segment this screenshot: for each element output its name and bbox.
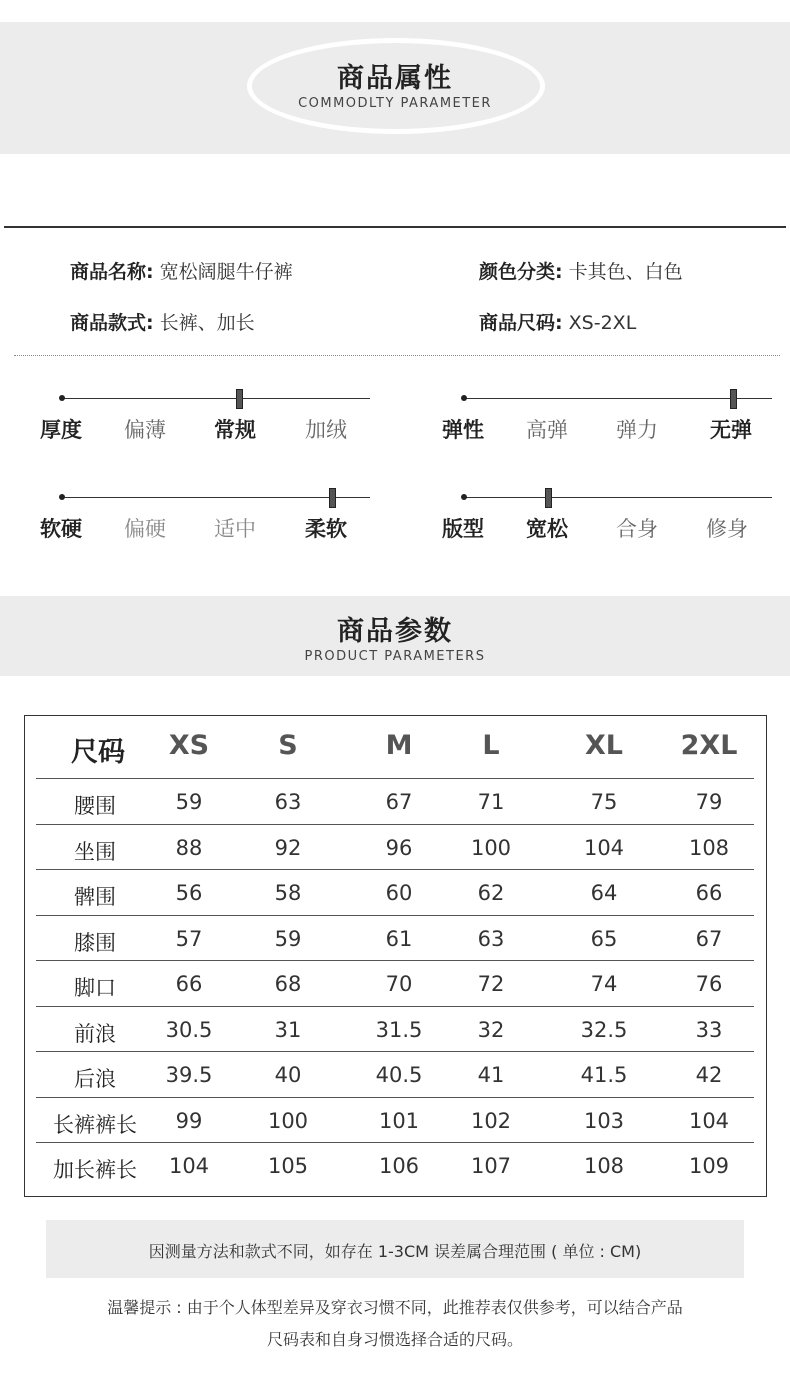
- table-cell: 61: [385, 926, 413, 951]
- tip-line-1: 温馨提示 : 由于个人体型差异及穿衣习惯不同，此推荐表仅供参考，可以结合产品: [107, 1298, 683, 1317]
- fit-option-regular: 合身: [616, 517, 658, 541]
- table-row-divider: [36, 1006, 754, 1007]
- table-cell: 40.5: [375, 1063, 423, 1087]
- table-row-divider: [36, 869, 754, 870]
- table-cell: 104: [583, 835, 625, 860]
- table-cell: 75: [590, 790, 618, 814]
- softness-option-hard: 偏硬: [124, 517, 166, 541]
- size-table-header-s: S: [278, 730, 298, 761]
- table-cell: 58: [274, 881, 302, 905]
- table-cell: 101: [378, 1108, 420, 1133]
- softness-option-soft: 柔软: [305, 517, 347, 541]
- table-cell: 40: [274, 1063, 302, 1087]
- elasticity-label: 弹性: [442, 418, 484, 442]
- softness-scale-start-dot: [59, 494, 65, 500]
- table-row-divider: [36, 824, 754, 825]
- table-cell: 62: [477, 881, 505, 905]
- table-cell: 66: [175, 972, 203, 996]
- softness-scale-line: [62, 497, 370, 498]
- table-cell: 64: [590, 881, 618, 905]
- tip-line-2: 尺码表和自身习惯选择合适的尺码。: [266, 1330, 523, 1349]
- table-cell: 79: [695, 790, 723, 814]
- fit-scale-start-dot: [461, 494, 467, 500]
- thickness-option-fleece: 加绒: [305, 418, 347, 442]
- softness-option-medium: 适中: [214, 517, 256, 541]
- table-cell: 76: [695, 972, 723, 996]
- attr-size-label: 商品尺码:: [479, 312, 563, 334]
- table-cell: 71: [477, 790, 505, 814]
- table-cell: 67: [385, 790, 413, 814]
- table-cell: 99: [175, 1108, 203, 1133]
- attr-color-label: 颜色分类:: [479, 261, 563, 283]
- table-cell: 68: [274, 972, 302, 996]
- table-row-label: 长裤裤长: [53, 1112, 137, 1137]
- table-row-divider: [36, 1051, 754, 1052]
- table-cell: 92: [274, 835, 302, 860]
- elasticity-scale-marker: [730, 389, 737, 409]
- softness-label: 软硬: [40, 517, 82, 541]
- table-cell: 63: [274, 790, 302, 814]
- attr-style: [70, 308, 255, 335]
- elasticity-scale-start-dot: [461, 395, 467, 401]
- thickness-scale-line: [62, 398, 370, 399]
- table-cell: 30.5: [165, 1017, 213, 1042]
- table-cell: 65: [590, 926, 618, 951]
- attr-product-name: [70, 257, 293, 284]
- table-cell: 66: [695, 881, 723, 905]
- table-cell: 70: [385, 972, 413, 996]
- fit-scale-marker: [545, 488, 552, 508]
- table-cell: 41: [477, 1063, 505, 1087]
- thickness-scale-start-dot: [59, 395, 65, 401]
- table-cell: 31: [274, 1017, 302, 1042]
- table-cell: 42: [695, 1063, 723, 1087]
- fit-label: 版型: [442, 517, 484, 541]
- attr-product-name-label: 商品名称:: [70, 261, 154, 283]
- thickness-option-thin: 偏薄: [124, 418, 166, 442]
- size-table-header-xs: XS: [168, 730, 210, 761]
- table-cell: 102: [470, 1108, 512, 1133]
- table-cell: 39.5: [165, 1063, 213, 1087]
- attr-product-name-value: 宽松阔腿牛仔裤: [159, 261, 293, 283]
- table-cell: 104: [688, 1108, 730, 1133]
- attr-color: [479, 257, 683, 284]
- table-row-label: 前浪: [74, 1021, 116, 1046]
- table-row-label: 腰围: [74, 794, 116, 818]
- table-cell: 109: [688, 1154, 730, 1178]
- size-table-header-m: M: [385, 730, 413, 761]
- table-row-label: 髀围: [74, 885, 116, 909]
- table-cell: 88: [175, 835, 203, 860]
- table-row-divider: [36, 1097, 754, 1098]
- table-cell: 57: [175, 926, 203, 951]
- table-row-divider: [36, 960, 754, 961]
- thickness-scale-marker: [236, 389, 243, 409]
- table-cell: 72: [477, 972, 505, 996]
- size-table-header-xl: XL: [584, 730, 624, 761]
- table-row-label: 加长裤长: [53, 1158, 137, 1182]
- table-cell: 104: [168, 1154, 210, 1178]
- size-table-header-label: 尺码: [71, 737, 125, 768]
- table-row-divider: [36, 1142, 754, 1143]
- table-row-label: 膝围: [74, 930, 116, 955]
- table-row-label: 后浪: [74, 1067, 116, 1091]
- fit-option-slim: 修身: [706, 517, 748, 541]
- table-cell: 106: [378, 1154, 420, 1178]
- table-cell: 59: [274, 926, 302, 951]
- attr-style-label: 商品款式:: [70, 312, 154, 334]
- elasticity-option-high: 高弹: [526, 418, 568, 442]
- attr-style-value: 长裤、加长: [159, 312, 255, 334]
- softness-scale-marker: [329, 488, 336, 508]
- fit-option-loose: 宽松: [526, 517, 568, 541]
- divider-dotted: [14, 355, 780, 356]
- table-cell: 107: [470, 1154, 512, 1178]
- table-cell: 31.5: [375, 1017, 423, 1042]
- attribute-subtitle: COMMODLTY PARAMETER: [298, 96, 492, 111]
- table-cell: 63: [477, 926, 505, 951]
- fit-scale-line: [464, 497, 772, 498]
- table-cell: 108: [688, 835, 730, 860]
- params-subtitle: PRODUCT PARAMETERS: [304, 649, 486, 664]
- table-row-divider: [36, 915, 754, 916]
- table-cell: 67: [695, 926, 723, 951]
- table-cell: 33: [695, 1017, 723, 1042]
- table-row-divider: [36, 778, 754, 779]
- elasticity-option-stretch: 弹力: [616, 418, 658, 442]
- attr-size: [479, 308, 636, 335]
- elasticity-scale-line: [464, 398, 772, 399]
- table-cell: 96: [385, 835, 413, 860]
- table-cell: 100: [470, 835, 512, 860]
- table-cell: 108: [583, 1154, 625, 1178]
- table-cell: 74: [590, 972, 618, 996]
- params-title: 商品参数: [337, 616, 453, 647]
- thickness-label: 厚度: [40, 418, 82, 442]
- table-cell: 59: [175, 790, 203, 814]
- table-row-label: 脚口: [74, 976, 116, 1000]
- table-cell: 103: [583, 1108, 625, 1133]
- table-cell: 100: [267, 1108, 309, 1133]
- attr-color-value: 卡其色、白色: [568, 261, 683, 283]
- thickness-option-regular: 常规: [214, 418, 256, 442]
- elasticity-option-none: 无弹: [710, 418, 752, 442]
- table-cell: 105: [267, 1154, 309, 1178]
- measurement-note: 因测量方法和款式不同，如存在 1-3CM 误差属合理范围 ( 单位 : CM): [148, 1242, 642, 1261]
- table-row-label: 坐围: [74, 839, 116, 864]
- divider-solid: [4, 226, 786, 228]
- size-table-header-l: L: [482, 730, 500, 761]
- table-cell: 32.5: [580, 1017, 628, 1042]
- size-table-header-2xl: 2XL: [680, 730, 738, 761]
- table-cell: 56: [175, 881, 203, 905]
- attr-size-value: XS-2XL: [568, 312, 637, 334]
- table-cell: 41.5: [580, 1063, 628, 1087]
- attribute-title: 商品属性: [337, 63, 453, 94]
- table-cell: 60: [385, 881, 413, 905]
- table-cell: 32: [477, 1017, 505, 1042]
